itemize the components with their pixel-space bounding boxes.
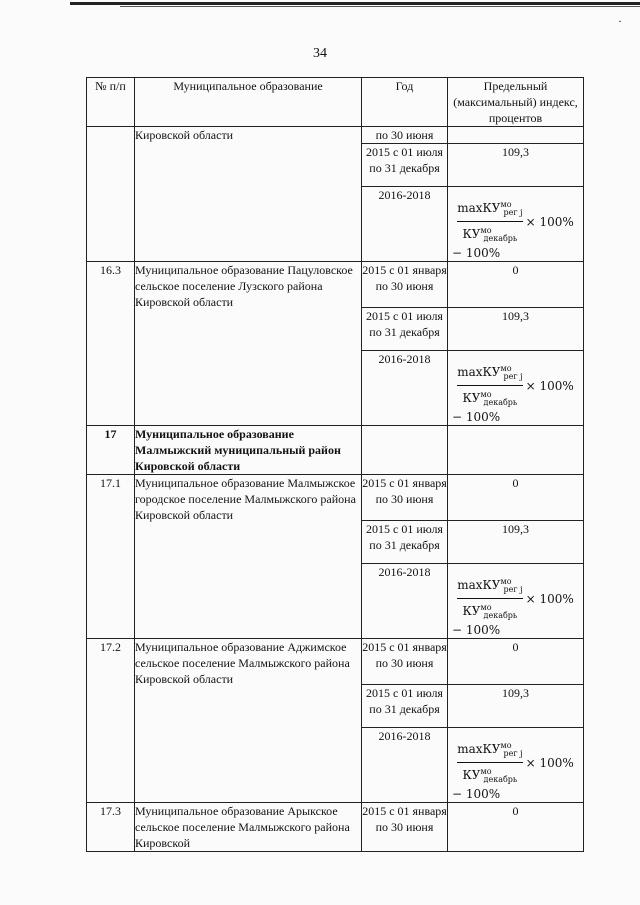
top-rule bbox=[70, 2, 640, 5]
row-index-formula bbox=[448, 728, 584, 803]
table-row bbox=[87, 639, 584, 685]
header-index: Предельный (максимальный) индекс, процентов bbox=[448, 78, 584, 127]
row-index: 0 bbox=[448, 803, 584, 852]
index-formula bbox=[448, 738, 583, 787]
row-index bbox=[448, 127, 584, 144]
row-name: Муниципальное образование Малмыжский муниципальный район Кировской области bbox=[135, 426, 362, 475]
corner-mark: · bbox=[618, 14, 622, 28]
row-num: 16.3 bbox=[87, 262, 135, 426]
table-header-row bbox=[87, 78, 584, 127]
row-index-formula bbox=[448, 187, 584, 262]
formula-fraction bbox=[457, 738, 522, 787]
formula-denominator: $КУ^{мо}_{декабрь}$ bbox=[462, 226, 518, 243]
row-year: 2016-2018 bbox=[362, 187, 448, 262]
row-index: 109,3 bbox=[448, 308, 584, 351]
row-index: 0 bbox=[448, 639, 584, 685]
row-num: 17 bbox=[87, 426, 135, 475]
row-index-formula bbox=[448, 351, 584, 426]
row-index: 0 bbox=[448, 475, 584, 521]
formula-numerator: maxКУ$^{мо}_{рег j}$ bbox=[457, 577, 523, 594]
formula-tail: − 100% bbox=[452, 410, 501, 424]
row-name: Муниципальное образование Аджимское сельское поселение Малмыжского района Кировской области bbox=[135, 639, 362, 803]
header-num: № п/п bbox=[87, 78, 135, 127]
row-num: 17.3 bbox=[87, 803, 135, 852]
formula-fraction bbox=[457, 361, 522, 410]
formula-denominator: $КУ^{мо}_{декабрь}$ bbox=[462, 767, 518, 784]
row-year: 2015 с 01 января по 30 июня bbox=[362, 475, 448, 521]
row-num bbox=[87, 127, 135, 262]
row-index: 109,3 bbox=[448, 521, 584, 564]
row-year: по 30 июня bbox=[362, 127, 448, 144]
table-row bbox=[87, 127, 584, 144]
row-index bbox=[448, 426, 584, 475]
formula-fraction bbox=[457, 197, 522, 246]
row-num: 17.1 bbox=[87, 475, 135, 639]
index-formula bbox=[448, 574, 583, 623]
table-row bbox=[87, 426, 584, 475]
row-index: 109,3 bbox=[448, 144, 584, 187]
index-formula bbox=[448, 361, 583, 410]
formula-multiplier: × 100% bbox=[525, 378, 574, 393]
tariff-index-table bbox=[86, 77, 584, 852]
row-name: Муниципальное образование Малмыжское городское поселение Малмыжского района Кировской области bbox=[135, 475, 362, 639]
header-year: Год bbox=[362, 78, 448, 127]
table-row bbox=[87, 803, 584, 852]
row-index: 109,3 bbox=[448, 685, 584, 728]
formula-fraction bbox=[457, 574, 522, 623]
row-year: 2016-2018 bbox=[362, 728, 448, 803]
row-num: 17.2 bbox=[87, 639, 135, 803]
fraction-bar bbox=[457, 385, 522, 386]
row-year: 2016-2018 bbox=[362, 351, 448, 426]
fraction-bar bbox=[457, 762, 522, 763]
row-name: Муниципальное образование Пацуловское сельское поселение Лузского района Кировской области bbox=[135, 262, 362, 426]
formula-multiplier: × 100% bbox=[525, 214, 574, 229]
formula-tail: − 100% bbox=[452, 787, 501, 801]
formula-numerator: maxКУ$^{мо}_{рег j}$ bbox=[457, 741, 523, 758]
row-year: 2015 с 01 января по 30 июня bbox=[362, 803, 448, 852]
row-year: 2016-2018 bbox=[362, 564, 448, 639]
fraction-bar bbox=[457, 221, 522, 222]
row-year: 2015 с 01 июля по 31 декабря bbox=[362, 521, 448, 564]
formula-numerator: maxКУ$^{мо}_{рег j}$ bbox=[457, 364, 523, 381]
formula-numerator: maxКУ$^{мо}_{рег j}$ bbox=[457, 200, 523, 217]
row-year: 2015 с 01 января по 30 июня bbox=[362, 639, 448, 685]
formula-denominator: $КУ^{мо}_{декабрь}$ bbox=[462, 390, 518, 407]
top-rule-thin bbox=[120, 6, 640, 7]
row-year: 2015 с 01 июля по 31 декабря bbox=[362, 685, 448, 728]
row-year bbox=[362, 426, 448, 475]
row-year: 2015 с 01 июля по 31 декабря bbox=[362, 144, 448, 187]
formula-denominator: $КУ^{мо}_{декабрь}$ bbox=[462, 603, 518, 620]
header-name: Муниципальное образование bbox=[135, 78, 362, 127]
row-index: 0 bbox=[448, 262, 584, 308]
row-name: Муниципальное образование Арыкское сельское поселение Малмыжского района Кировской bbox=[135, 803, 362, 852]
table-row bbox=[87, 262, 584, 308]
index-formula bbox=[448, 197, 583, 246]
row-index-formula bbox=[448, 564, 584, 639]
page-number: 34 bbox=[313, 46, 327, 61]
row-name: Кировской области bbox=[135, 127, 362, 262]
formula-tail: − 100% bbox=[452, 623, 501, 637]
row-year: 2015 с 01 июля по 31 декабря bbox=[362, 308, 448, 351]
table-row bbox=[87, 475, 584, 521]
formula-multiplier: × 100% bbox=[525, 755, 574, 770]
row-year: 2015 с 01 января по 30 июня bbox=[362, 262, 448, 308]
formula-multiplier: × 100% bbox=[525, 591, 574, 606]
formula-tail: − 100% bbox=[452, 246, 501, 260]
fraction-bar bbox=[457, 598, 522, 599]
